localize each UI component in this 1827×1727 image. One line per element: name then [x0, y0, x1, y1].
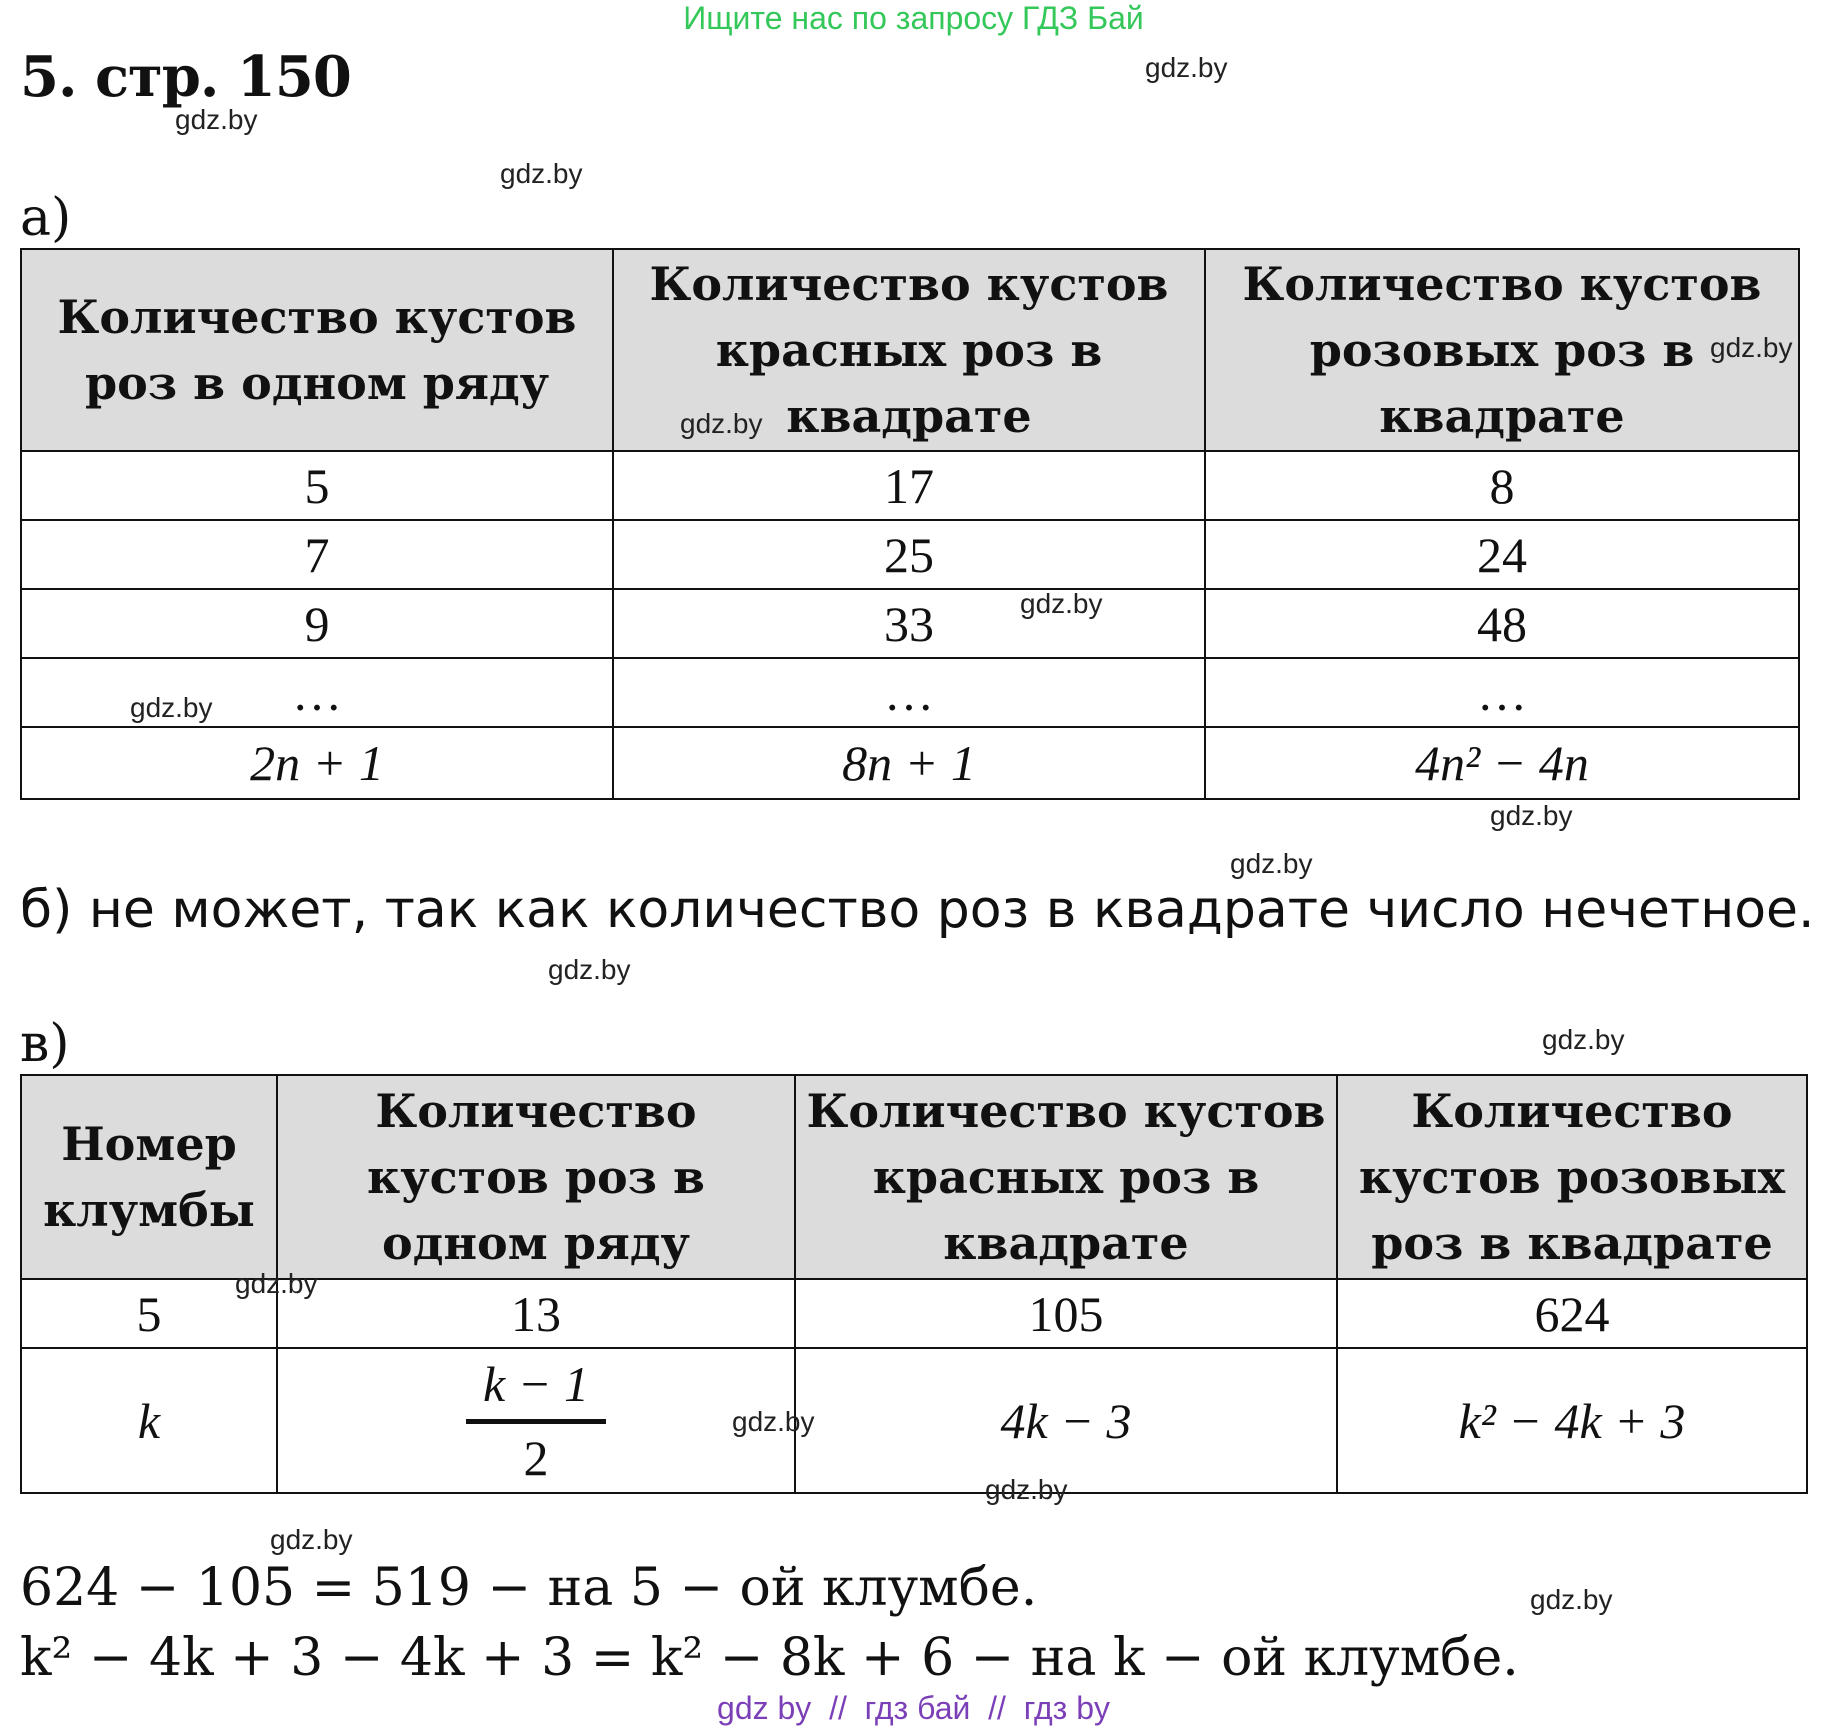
formula-cell: 4n² − 4n	[1205, 727, 1799, 799]
table-cell: 17	[613, 451, 1205, 520]
table-cell: 8	[1205, 451, 1799, 520]
table-cell: 5	[21, 451, 613, 520]
watermark: gdz.by	[548, 954, 631, 985]
watermark: gdz.by	[1530, 1584, 1613, 1615]
formula-cell: 2n + 1	[21, 727, 613, 799]
table-c-header-red-roses: Количество кустов красных роз в квадрате	[795, 1075, 1337, 1279]
table-c-header-bed-number: Номер клумбы	[21, 1075, 277, 1279]
table-cell: 13	[277, 1279, 795, 1348]
table-row	[21, 658, 1799, 727]
table-cell: …	[21, 658, 613, 727]
table-cell: …	[613, 658, 1205, 727]
watermark: gdz.by	[1230, 848, 1313, 879]
table-cell: 48	[1205, 589, 1799, 658]
watermark: gdz.by	[1020, 588, 1103, 619]
table-row	[21, 520, 1799, 589]
table-a-header-pink-roses: Количество кустов розовых роз в квадрате	[1205, 249, 1799, 451]
watermark: gdz.by	[270, 1524, 353, 1555]
fraction-cell	[277, 1348, 795, 1493]
fraction-numerator: k − 1	[483, 1356, 589, 1412]
part-b-answer: б) не может, так как количество роз в квадрате число нечетное.	[20, 880, 1815, 940]
formula-cell: k	[21, 1348, 277, 1493]
table-cell: 25	[613, 520, 1205, 589]
top-banner[interactable]: Ищите нас по запросу ГДЗ Бай	[683, 0, 1144, 36]
part-a-label: а)	[20, 188, 72, 248]
table-a	[20, 248, 1800, 800]
table-cell: 33	[613, 589, 1205, 658]
exercise-title: 5. стр. 150	[20, 44, 351, 110]
table-a-header-red-roses: Количество кустов красных роз в квадрате	[613, 249, 1205, 451]
table-cell: 105	[795, 1279, 1337, 1348]
watermark: gdz.by	[175, 104, 258, 135]
table-cell: 5	[21, 1279, 277, 1348]
watermark: gdz.by	[732, 1406, 815, 1437]
footer-links[interactable]: gdz by // гдз бай // гдз by	[717, 1690, 1110, 1726]
table-cell: 7	[21, 520, 613, 589]
table-cell: 24	[1205, 520, 1799, 589]
watermark: gdz.by	[1490, 800, 1573, 831]
table-row	[21, 451, 1799, 520]
fraction-denominator: 2	[523, 1430, 549, 1486]
answer-line-2: k² − 4k + 3 − 4k + 3 = k² − 8k + 6 − на k − ой клумбе.	[20, 1628, 1519, 1688]
table-row	[21, 1348, 1807, 1493]
answer-line-1: 624 − 105 = 519 − на 5 − ой клумбе.	[20, 1558, 1038, 1618]
watermark: gdz.by	[500, 158, 583, 189]
table-row	[21, 727, 1799, 799]
watermark: gdz.by	[130, 692, 213, 723]
watermark: gdz.by	[985, 1474, 1068, 1505]
table-c-header-rows-per-line: Количество кустов роз в одном ряду	[277, 1075, 795, 1279]
formula-cell: 8n + 1	[613, 727, 1205, 799]
fraction	[466, 1349, 606, 1492]
watermark: gdz.by	[1542, 1024, 1625, 1055]
watermark: gdz.by	[1710, 332, 1793, 363]
watermark: gdz.by	[680, 408, 763, 439]
watermark: gdz.by	[1145, 52, 1228, 83]
table-a-header-rows-per-line: Количество кустов роз в одном ряду	[21, 249, 613, 451]
table-c-header-pink-roses: Количество кустов розовых роз в квадрате	[1337, 1075, 1807, 1279]
table-cell: …	[1205, 658, 1799, 727]
watermark: gdz.by	[235, 1268, 318, 1299]
table-cell: 9	[21, 589, 613, 658]
part-c-label: в)	[20, 1014, 70, 1074]
table-cell: 624	[1337, 1279, 1807, 1348]
formula-cell: k² − 4k + 3	[1337, 1348, 1807, 1493]
formula-cell: 4k − 3	[795, 1348, 1337, 1493]
table-row	[21, 589, 1799, 658]
